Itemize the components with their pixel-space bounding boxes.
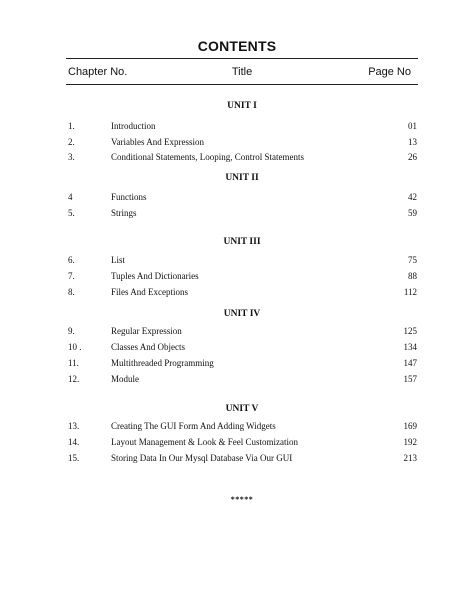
header-rule [66, 84, 418, 85]
toc-row [0, 254, 474, 266]
page-number: 59 [408, 208, 417, 218]
toc-row [0, 136, 474, 148]
chapter-title: Classes And Objects [111, 342, 185, 352]
unit-heading: UNIT II [225, 173, 259, 183]
chapter-number: 10 . [68, 342, 82, 352]
toc-row [0, 151, 474, 163]
chapter-title: Conditional Statements, Looping, Control Statements [111, 152, 304, 162]
chapter-number: 5. [68, 208, 75, 218]
column-header-title: Title [231, 66, 253, 78]
page-number: 147 [403, 358, 417, 368]
chapter-number: 8. [68, 287, 75, 297]
toc-row [0, 420, 474, 432]
chapter-title: Storing Data In Our Mysql Database Via Our GUI [111, 453, 293, 463]
chapter-number: 15. [68, 453, 80, 463]
chapter-number: 1. [68, 121, 75, 131]
chapter-number: 13. [68, 421, 80, 431]
toc-row [0, 270, 474, 282]
page-number: 213 [403, 453, 417, 463]
toc-row [0, 341, 474, 353]
toc-row [0, 191, 474, 203]
page-number: 169 [403, 421, 417, 431]
chapter-number: 9. [68, 326, 75, 336]
page-title: CONTENTS [197, 38, 277, 54]
chapter-title: Variables And Expression [111, 137, 204, 147]
chapter-title: Creating The GUI Form And Adding Widgets [111, 421, 276, 431]
chapter-title: Regular Expression [111, 326, 182, 336]
chapter-number: 3. [68, 152, 75, 162]
chapter-title: Files And Exceptions [111, 287, 188, 297]
chapter-number: 2. [68, 137, 75, 147]
page-number: 75 [408, 255, 417, 265]
end-marker: ***** [230, 495, 254, 504]
page-number: 192 [403, 437, 417, 447]
top-rule [66, 58, 418, 59]
page-number: 88 [408, 271, 417, 281]
chapter-number: 6. [68, 255, 75, 265]
chapter-title: Layout Management & Look & Feel Customization [111, 437, 298, 447]
unit-heading: UNIT IV [223, 309, 261, 319]
chapter-title: Module [111, 374, 139, 384]
toc-row [0, 452, 474, 464]
chapter-number: 4 [68, 192, 73, 202]
chapter-title: Tuples And Dictionaries [111, 271, 199, 281]
page-number: 125 [403, 326, 417, 336]
chapter-number: 14. [68, 437, 80, 447]
chapter-number: 12. [68, 374, 80, 384]
page-number: 134 [403, 342, 417, 352]
toc-row [0, 207, 474, 219]
page-number: 157 [403, 374, 417, 384]
unit-heading: UNIT V [225, 404, 259, 414]
toc-row [0, 286, 474, 298]
unit-heading: UNIT III [223, 237, 261, 247]
toc-row [0, 436, 474, 448]
chapter-title: Multithreaded Programming [111, 358, 214, 368]
chapter-title: Introduction [111, 121, 156, 131]
chapter-title: Functions [111, 192, 147, 202]
page-number: 26 [408, 152, 417, 162]
column-header-chapter: Chapter No. [68, 66, 128, 78]
toc-row [0, 120, 474, 132]
chapter-number: 7. [68, 271, 75, 281]
toc-row [0, 357, 474, 369]
page-number: 112 [403, 287, 417, 297]
chapter-title: Strings [111, 208, 137, 218]
page-number: 13 [408, 137, 417, 147]
page-number: 01 [408, 121, 417, 131]
chapter-title: List [111, 255, 126, 265]
column-header-page: Page No [368, 66, 411, 78]
chapter-number: 11. [68, 358, 79, 368]
toc-row [0, 373, 474, 385]
toc-row [0, 325, 474, 337]
unit-heading: UNIT I [227, 101, 257, 111]
page-number: 42 [408, 192, 417, 202]
